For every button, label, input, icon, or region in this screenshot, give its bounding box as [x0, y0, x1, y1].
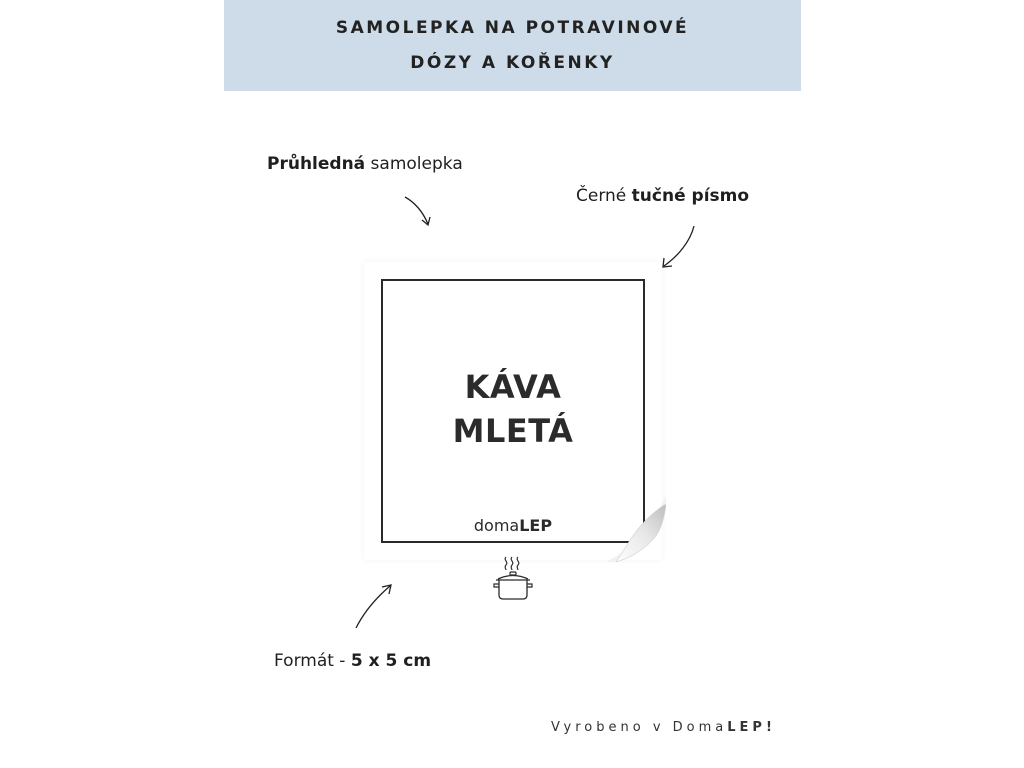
sticker-brand-logo: [364, 516, 662, 535]
callout-font: [576, 186, 749, 206]
cooking-pot-icon: [491, 555, 535, 601]
footer-regular: Vyrobeno v Doma: [551, 720, 728, 735]
header-banner: [224, 0, 801, 91]
callout-font-bold: tučné písmo: [631, 186, 750, 206]
arrow-transparent-icon: [400, 192, 440, 232]
footer-bold: LEP!: [727, 720, 776, 735]
product-name-line-1: KÁVA: [464, 368, 562, 406]
callout-format: [274, 651, 431, 671]
callout-transparent-rest: samolepka: [365, 154, 463, 174]
header-title-line-2: DÓZY A KOŘENKY: [410, 53, 615, 73]
callout-transparent-bold: Průhledná: [267, 154, 366, 174]
footer-made-by: [551, 720, 776, 735]
product-name-line-2: MLETÁ: [452, 412, 574, 450]
arrow-font-icon: [656, 222, 700, 272]
callout-format-bold: 5 x 5 cm: [350, 651, 432, 671]
arrow-format-icon: [352, 582, 396, 632]
brand-bold: LEP: [519, 516, 553, 535]
callout-font-regular: Černé: [576, 186, 632, 206]
brand-regular: doma: [473, 516, 520, 535]
header-title-line-1: SAMOLEPKA NA POTRAVINOVÉ: [335, 18, 690, 38]
callout-transparent: [267, 154, 463, 174]
callout-format-regular: Formát -: [274, 651, 351, 671]
